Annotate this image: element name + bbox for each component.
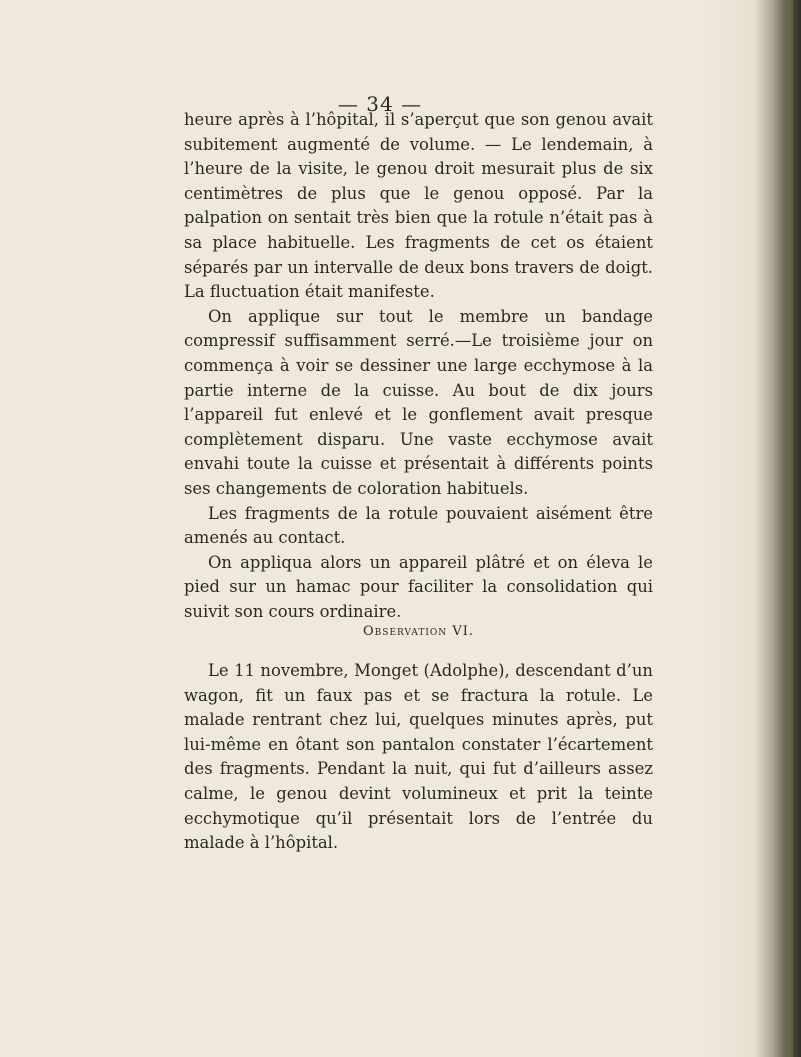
observation-heading: Observation VI. — [363, 624, 474, 639]
section-2-text — [184, 659, 653, 856]
book-edge-shadow — [755, 0, 801, 1057]
page-number: — 34 — — [337, 92, 423, 116]
paragraph: Le 11 novembre, Monget (Adolphe), descendant d’un wagon, fit un faux pas et se fractura la rotule. Le malade rentrant chez lui, quelques minutes après, put lui-même en ôtant son pantalon constater l’écartement des fragments. Pendant la nuit, qui fut d’ailleurs assez calme, le genou devint volumineux et prit la teinte ecchymotique qu’il présentait lors de l’entrée du malade à l’hôpital. — [184, 661, 653, 853]
paragraph: heure après à l’hôpital, il s’aperçut que son genou avait subitement augmenté de volume. — Le lendemain, à l’heure de la visite, le genou droit mesurait plus de six centimètres de plus que le genou opposé. Par la palpation on sentait très bien que la rotule n’était pas à sa place habituelle. Les fragments de cet os étaient séparés par un intervalle de deux bons travers de doigt. La fluctuation était manifeste. — [184, 110, 653, 302]
paragraph: Les fragments de la rotule pouvaient aisément être amenés au contact. — [184, 503, 653, 548]
section-1-text — [184, 108, 653, 624]
paragraph: On appliqua alors un appareil plâtré et on éleva le pied sur un hamac pour faciliter la consolidation qui suivit son cours ordinaire. — [184, 552, 653, 621]
paragraph: On applique sur tout le membre un bandage compressif suffisamment serré.—Le troisième jour on commença à voir se dessiner une large ecchymose à la partie interne de la cuisse. Au bout de dix jours l’appareil fut enlevé et le gonflement avait presque complètement disparu. Une vaste ecchymose avait envahi toute la cuisse et présentait à différents points ses changements de coloration habituels. — [184, 306, 653, 498]
